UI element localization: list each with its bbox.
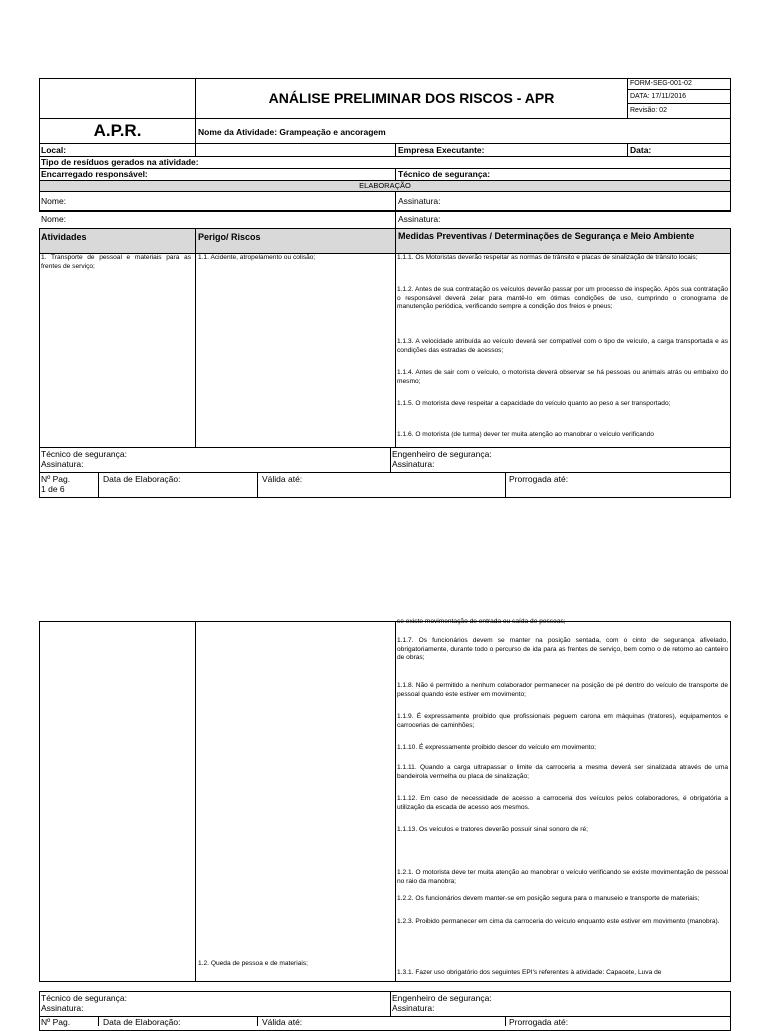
residuos-label: Tipo de resíduos gerados na atividade: [41,157,199,167]
activity-text: 1. Transporte de pessoal e materiais para as frentes de serviço; [41,254,191,270]
measure-item: 1.1.11. Quando a carga ultrapassar o limite da carroceria a mesma deverá ser sinalizada através de uma bandeirola vermelha ou placa de sinalização; [397,764,728,780]
col-atividades: Atividades [41,232,87,242]
measure-item: 1.1.10. É expressamente proibido descer do veículo em movimento; [397,744,597,751]
encarregado-label: Encarregado responsável: [41,169,148,179]
measure-item: 1.2.3. Proibido permanecer em cima da carroceria do veículo enquanto este estiver em movimento (manobra). [397,918,720,925]
col-perigo: Perigo/ Riscos [198,232,261,242]
data-elaboracao-label: Data de Elaboração: [103,474,181,484]
page-number-label: Nº Pag. [41,474,71,484]
document-title: ANÁLISE PRELIMINAR DOS RISCOS - APR [268,90,555,106]
valida-ate-label-2: Válida até: [262,1017,303,1027]
assinatura-label-2: Assinatura: [398,214,441,224]
tecnico-label: Técnico de segurança: [398,169,491,179]
footer-assinatura-left: Assinatura: [41,459,84,469]
measure-item: 1.1.3. A velocidade atribuída ao veículo deverá ser compatível com o tipo de veículo, a carga transportada e as condições das estradas de acessos; [397,338,728,354]
activity-name: Nome da Atividade: Grampeação e ancoragem [198,127,386,137]
measure-item: 1.1.6. O motorista (de turma) dever ter muita atenção ao manobrar o veículo verificando [397,431,654,438]
data-label: Data: [630,145,652,155]
local-label: Local: [41,145,67,155]
footer-engenheiro-2: Engenheiro de segurança: [392,993,492,1003]
measure-item: se existe movimentação de entrada ou saída de pessoas; [397,618,566,625]
empresa-label: Empresa Executante: [398,145,485,155]
measure-item: 1.1.1. Os Motoristas deverão respeitar as normas de trânsito e placas de sinalização de trânsito locais; [397,254,698,261]
prorrogada-ate-label: Prorrogada até: [509,474,569,484]
prorrogada-ate-label-2: Prorrogada até: [509,1017,569,1027]
col-medidas: Medidas Preventivas / Determinações de Segurança e Meio Ambiente [398,231,695,241]
measure-item: 1.1.2. Antes de sua contratação os veículos deverão passar por um processo de inspeção. Após sua contratação o responsável deverá zelar para mantê-lo em ótimas condições de uso, cumprindo o cronograma de manutenção periódica, verificando sempre a condição dos freios e pneus; [397,286,728,311]
footer-engenheiro: Engenheiro de segurança: [392,449,492,459]
measure-item: 1.2.2. Os funcionários devem manter-se em posição segura para o manuseio e transporte de materiais; [397,895,700,902]
footer-assinatura-right: Assinatura: [392,459,435,469]
assinatura-label-1: Assinatura: [398,196,441,206]
page-number-label-2: Nº Pag. [41,1017,71,1027]
apr-label: A.P.R. [93,121,142,140]
valida-ate-label: Válida até: [262,474,303,484]
measure-item: 1.1.13. Os veículos e tratores deverão possuir sinal sonoro de ré; [397,826,588,833]
footer-assinatura-right-2: Assinatura: [392,1003,435,1013]
data-elaboracao-label-2: Data de Elaboração: [103,1017,181,1027]
measure-item: 1.1.12. Em caso de necessidade de acesso a carroceria dos veículos pelos colaboradores, é obrigatória a utilização da escada de acesso aos mesmos. [397,795,728,811]
footer-tecnico: Técnico de segurança: [41,449,127,459]
page-number-value: 1 de 6 [41,484,65,494]
measure-item: 1.1.9. É expressamente proibido que profissionais peguem carona em máquinas (tratores), equipamentos e carrocerias de caminhões; [397,713,728,729]
form-code: FORM-SEG-001-02 [630,80,692,87]
measure-item: 1.3.1. Fazer uso obrigatório dos seguintes EPI's referentes à atividade: Capacete, Luva de [397,969,662,976]
nome-label-1: Nome: [41,196,67,206]
nome-label-2: Nome: [41,214,67,224]
measure-item: 1.1.5. O motorista deve respeitar a capacidade do veículo quanto ao peso a ser transportado; [397,400,671,407]
risk-text-2: 1.2. Queda de pessoa e de materiais; [198,960,308,967]
risk-text: 1.1. Acidente, atropelamento ou colisão; [198,254,316,261]
footer-tecnico-2: Técnico de segurança: [41,993,127,1003]
measure-item: 1.1.7. Os funcionários devem se manter na posição sentada, com o cinto de segurança afivelado, obrigatoriamente, durante todo o percurso de ida para as frentes de serviço, bem como o de retorno ao canteiro de obras; [397,637,728,662]
footer-assinatura-left-2: Assinatura: [41,1003,84,1013]
measure-item: 1.1.8. Não é permitido a nenhum colaborador permanecer na posição de pé dentro do veículo de transporte de pessoal quando este estiver em movimento; [397,682,728,698]
elaboracao-heading: ELABORAÇÃO [359,181,411,190]
measure-item: 1.2.1. O motorista deve ter muita atenção ao manobrar o veículo verificando se existe movimentação de pessoal no raio da manobra; [397,869,728,885]
form-revision: Revisão: 02 [630,107,667,114]
form-date: DATA: 17/11/2016 [630,93,687,100]
measure-item: 1.1.4. Antes de sair com o veículo, o motorista deverá observar se há pessoas ou animais atrás ou embaixo do mesmo; [397,369,728,385]
